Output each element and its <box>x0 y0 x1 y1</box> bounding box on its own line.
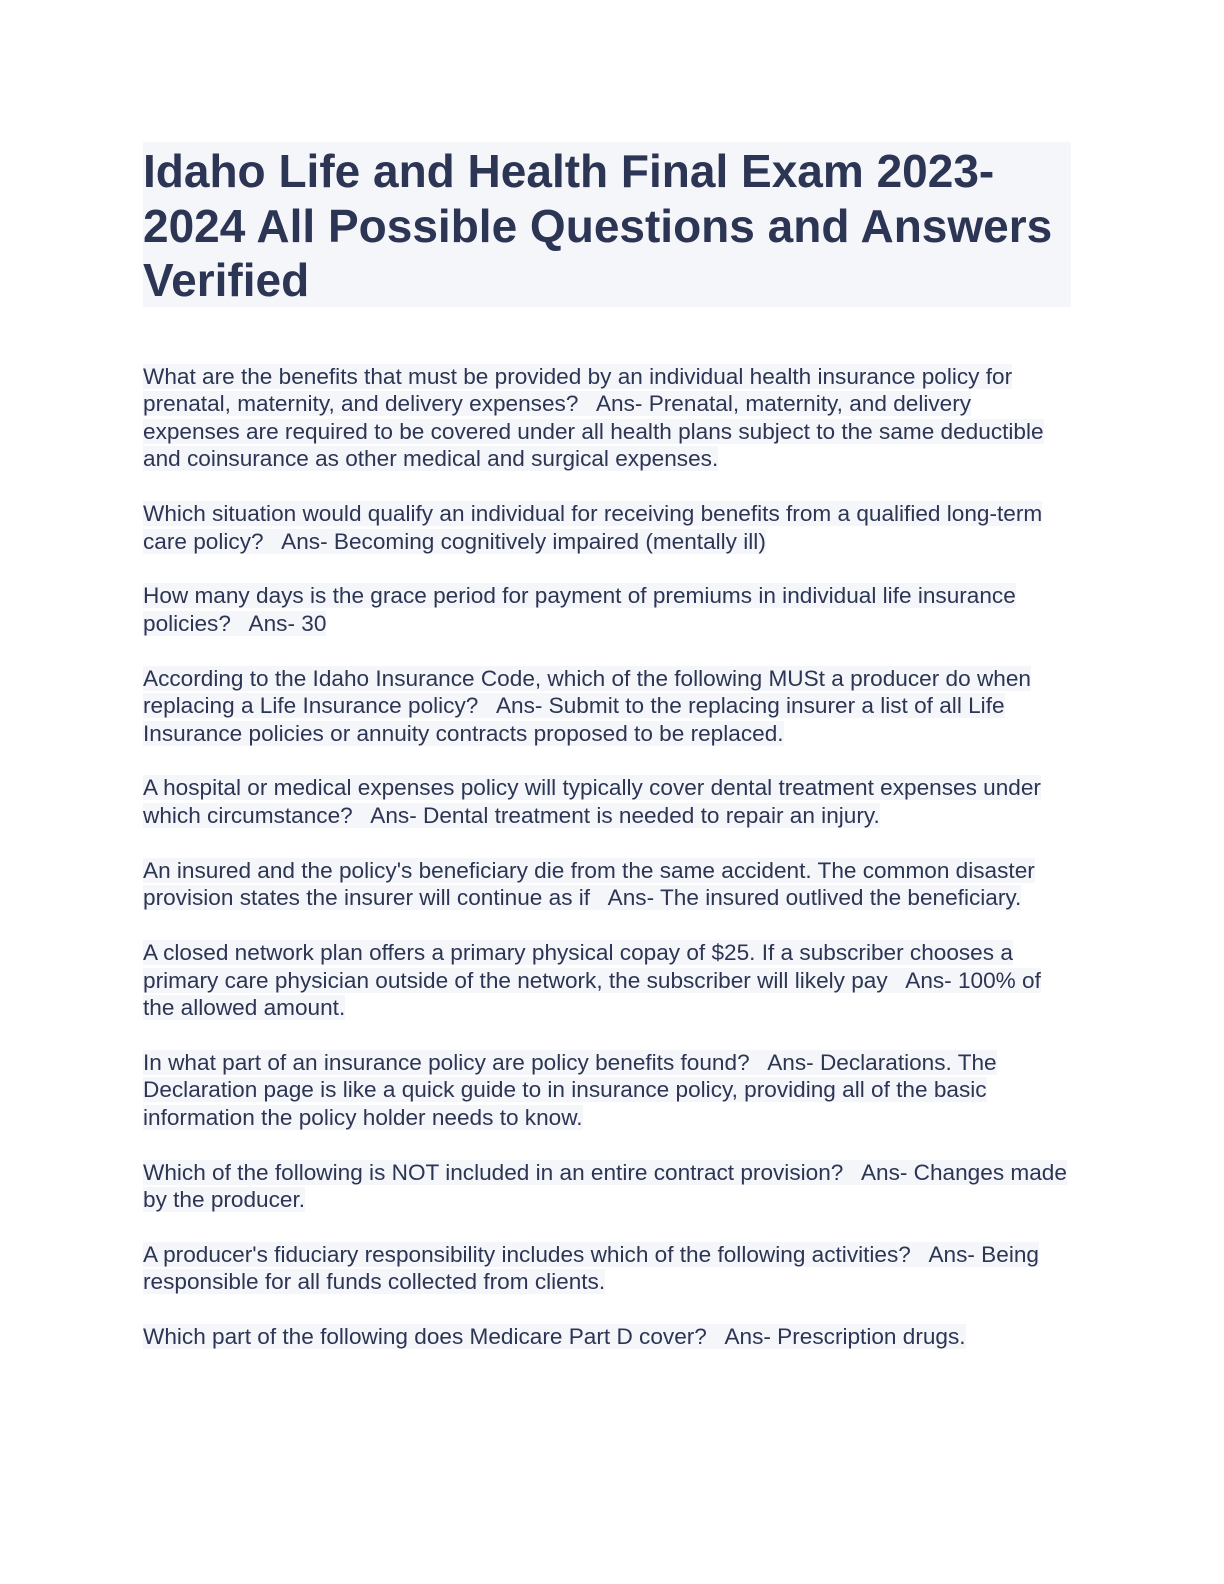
qa-item <box>143 1049 1071 1131</box>
document-title: Idaho Life and Health Final Exam 2023-2024 All Possible Questions and Answers Verified <box>143 145 1053 306</box>
separator <box>353 803 371 828</box>
answer-text: Ans- Declarations. The Declaration page is like a quick guide to in insurance policy, providing all of the basic information the policy holder needs to know. <box>143 1049 997 1130</box>
qa-list <box>143 363 1071 1351</box>
question-text: How many days is the grace period for payment of premiums in individual life insurance policies? <box>143 583 1016 636</box>
question-text: A producer's fiduciary responsibility includes which of the following activities? <box>143 1241 911 1267</box>
qa-item <box>143 1323 1071 1350</box>
separator <box>478 693 496 718</box>
qa-item <box>143 665 1071 747</box>
question-text: Which of the following is NOT included in an entire contract provision? <box>143 1159 844 1185</box>
answer-text: Ans- Becoming cognitively impaired (mentally ill) <box>281 528 766 554</box>
qa-item <box>143 774 1071 829</box>
question-text: Which situation would qualify an individual for receiving benefits from a qualified long-term care policy? <box>143 501 1043 554</box>
separator <box>578 391 596 416</box>
answer-text: Ans- Prescription drugs. <box>724 1324 966 1350</box>
separator <box>750 1050 768 1075</box>
question-text: In what part of an insurance policy are policy benefits found? <box>143 1049 750 1075</box>
qa-item <box>143 582 1071 637</box>
document-page <box>143 142 1071 1378</box>
question-text: What are the benefits that must be provided by an individual health insurance policy for prenatal, maternity, and delivery expenses? <box>143 364 1013 417</box>
answer-text: Ans- The insured outlived the beneficiary. <box>607 885 1022 911</box>
separator <box>590 885 608 910</box>
question-text: Which part of the following does Medicare Part D cover? <box>143 1324 707 1350</box>
separator <box>707 1324 725 1349</box>
separator <box>843 1160 861 1185</box>
separator <box>264 529 282 554</box>
separator <box>231 611 249 636</box>
title-block <box>143 142 1071 307</box>
question-text: An insured and the policy's beneficiary die from the same accident. The common disaster provision states the insurer will continue as if <box>143 857 1035 911</box>
qa-item <box>143 1159 1071 1214</box>
question-text: According to the Idaho Insurance Code, which of the following MUSt a producer do when replacing a Life Insurance policy? <box>143 665 1031 719</box>
question-text: A hospital or medical expenses policy will typically cover dental treatment expenses under which circumstance? <box>143 775 1041 828</box>
answer-text: Ans- Changes made by the producer. <box>143 1159 1067 1212</box>
answer-text: Ans- 100% of the allowed amount. <box>143 967 1041 1020</box>
separator <box>888 968 906 993</box>
answer-text: Ans- Being responsible for all funds collected from clients. <box>143 1241 1039 1295</box>
answer-text: Ans- Prenatal, maternity, and delivery expenses are required to be covered under all health plans subject to the same deductible and coinsurance as other medical and surgical expenses. <box>143 391 1044 472</box>
qa-item <box>143 939 1071 1021</box>
answer-text: Ans- Dental treatment is needed to repair an injury. <box>370 802 880 828</box>
separator <box>911 1242 929 1267</box>
qa-item <box>143 857 1071 912</box>
qa-item <box>143 1241 1071 1296</box>
qa-item <box>143 500 1071 555</box>
answer-text: Ans- Submit to the replacing insurer a list of all Life Insurance policies or annuity contracts proposed to be replaced. <box>143 693 1005 746</box>
qa-item <box>143 363 1071 473</box>
answer-text: Ans- 30 <box>248 610 327 636</box>
question-text: A closed network plan offers a primary physical copay of $25. If a subscriber chooses a primary care physician outside of the network, the subscriber will likely pay <box>143 940 1013 993</box>
